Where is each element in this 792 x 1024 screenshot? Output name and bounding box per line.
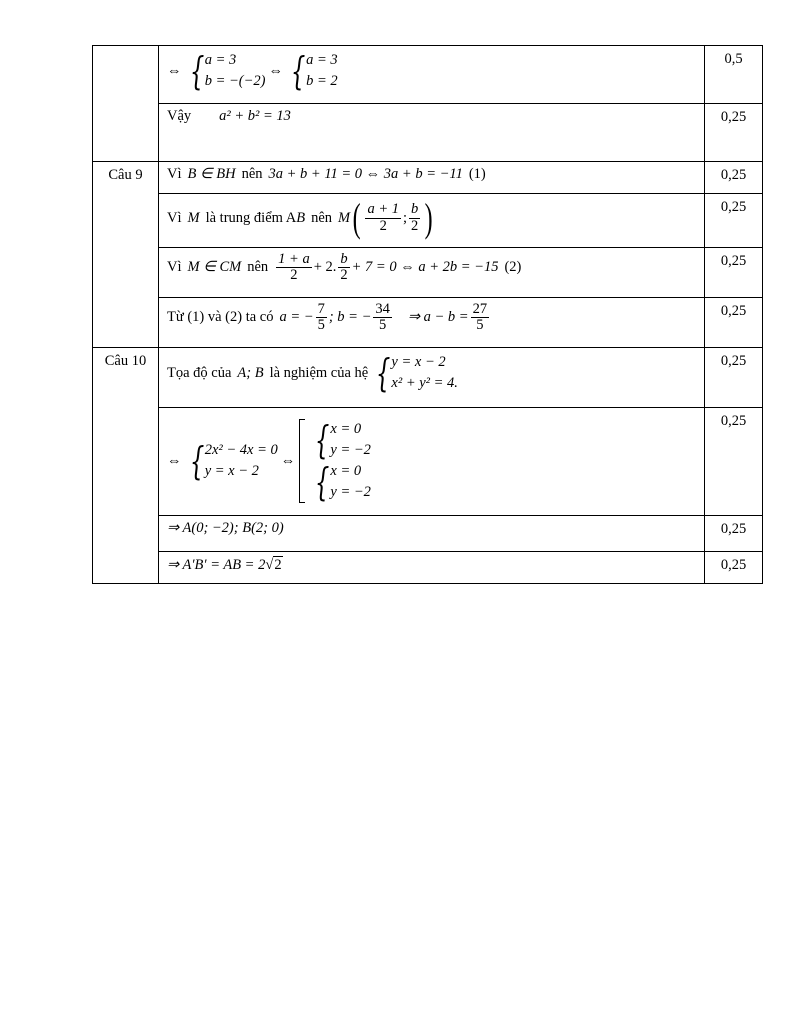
solution-cell: Tọa độ của A; B là nghiệm của hệ { y = x − 2 x² + y² = 4. [159,348,705,408]
table-row [93,104,763,162]
fraction: $\frac{27}{5}$ [472,301,488,334]
solution-cell: Vì B ∈ BH nên 3a + b + 11 = 0 ⇔ 3a + b = −11 (1) [159,162,705,194]
table-row [93,194,763,248]
solution-cell: ⇒ A(0; −2); B(2; 0) [159,516,705,552]
points-cell: 0,5 [705,46,763,104]
table-row [93,46,763,104]
math-line: ⇔ { a = 3 b = −(−2) ⇔ { a = 3 b = 2 [167,49,338,94]
fraction: $\frac{b}{2}$ [340,251,348,284]
table-row [93,162,763,194]
fraction: $\frac{34}{5}$ [375,301,390,334]
points-cell: 0,25 [705,104,763,162]
fraction: $\frac{a + 1}{2}$ [367,201,399,234]
equation-system: { a = 3 b = 2 [290,49,338,94]
fraction: $\frac{1 + a}{2}$ [278,251,310,284]
table-row [93,408,763,516]
table-row [93,516,763,552]
solution-cell: ⇒ A′B′ = AB = 2 √ 2 [159,552,705,584]
points-cell: 0,25 [705,408,763,516]
solution-cell: Vì M ∈ CM nên $\frac{1 + a}{2}$ + 2. $\frac{b}{2}$ + 7 = 0 ⇔ a + 2b = −15 (2) [159,248,705,298]
equation-system: { y = x − 2 x² + y² = 4. [376,351,458,396]
table-row [93,348,763,408]
fraction: $\frac{b}{2}$ [411,201,419,234]
question-cell [93,46,159,162]
points-cell: 0,25 [705,552,763,584]
solution-set: { x = 0 y = −2 { x = 0 y = −2 [299,419,374,503]
table-row [93,552,763,584]
grading-table [92,45,763,584]
table-row [93,248,763,298]
fraction: $\frac{7}{5}$ [317,301,325,334]
solution-cell: Từ (1) và (2) ta có a = − $\frac{7}{5}$ ; b = − $\frac{34}{5}$ ⇒ a − b = $\frac{27}{5}$ [159,298,705,348]
equation-system: { a = 3 b = −(−2) [189,49,266,94]
table-row [93,298,763,348]
solution-cell: Vì M là trung điểm A B nên M ( $\frac{a + 1}{2}$ ; $\frac{b}{2}$ ) [159,194,705,248]
points-cell: 0,25 [705,516,763,552]
solution-cell: Vậy a² + b² = 13 [159,104,705,162]
solution-cell [159,46,705,104]
points-cell: 0,25 [705,162,763,194]
points-cell: 0,25 [705,248,763,298]
solution-cell: ⇔ { 2x² − 4x = 0 y = x − 2 ⇔ { x = 0 y = −2 { x = 0 y = −2 [159,408,705,516]
question-label: Câu 9 [93,162,159,348]
equation-system: { 2x² − 4x = 0 y = x − 2 [189,439,278,483]
points-cell: 0,25 [705,194,763,248]
points-cell: 0,25 [705,348,763,408]
question-label: Câu 10 [93,348,159,584]
points-cell: 0,25 [705,298,763,348]
